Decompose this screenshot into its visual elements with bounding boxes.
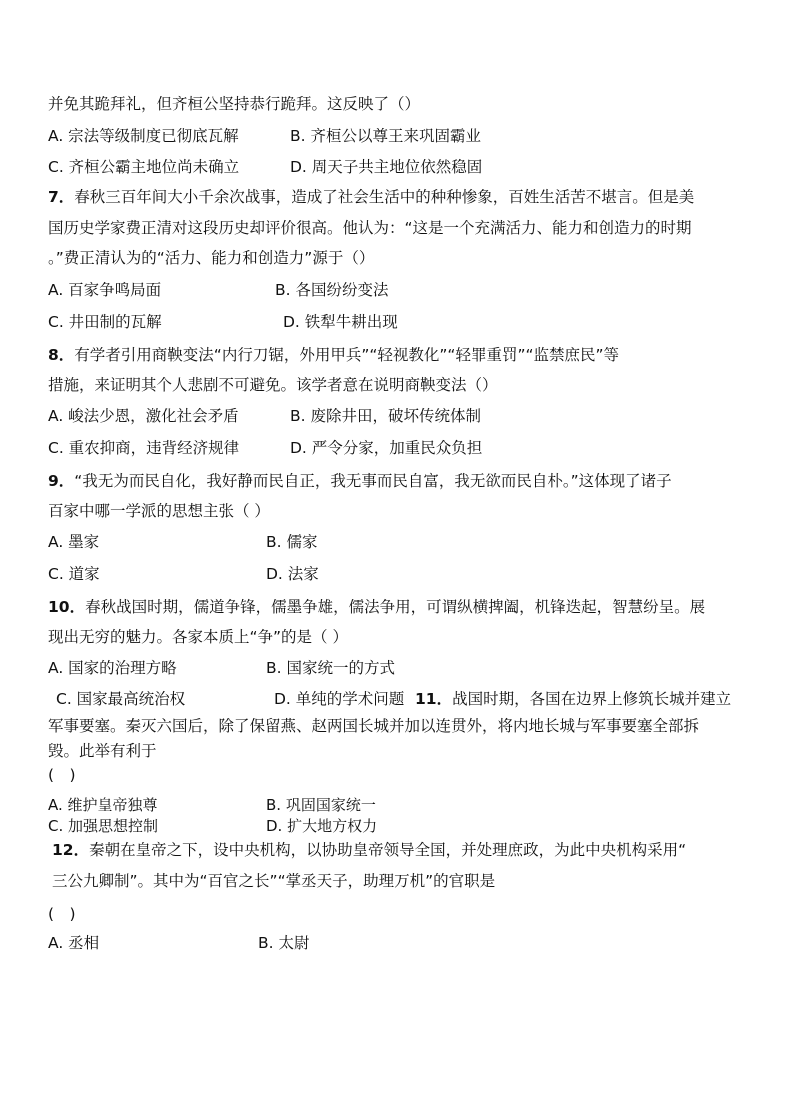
q8-number: 8． — [48, 346, 75, 364]
q6-stem-continuation: 并免其跪拜礼，但齐桓公坚持恭行跪拜。这反映了（） — [48, 95, 421, 113]
q10-stem-line-2: 现出无穷的魅力。各家本质上“争”的是（ ） — [48, 628, 348, 646]
q12-number: 12． — [52, 841, 90, 859]
q8-option-d: D. 严令分家，加重民众负担 — [290, 439, 483, 457]
q12-option-a: A. 丞相 — [48, 934, 100, 952]
q9-option-d: D. 法家 — [266, 565, 319, 583]
q7-option-b: B. 各国纷纷变法 — [275, 281, 389, 299]
q9-option-b: B. 儒家 — [266, 533, 318, 551]
q11-stem-line-1 — [415, 689, 731, 709]
q7-option-a: A. 百家争鸣局面 — [48, 281, 162, 299]
q8-option-c: C. 重农抑商，违背经济规律 — [48, 439, 240, 457]
q11-option-c: C. 加强思想控制 — [48, 817, 159, 835]
q8-option-a: A. 峻法少恩，激化社会矛盾 — [48, 407, 239, 425]
q7-option-c: C. 井田制的瓦解 — [48, 313, 162, 331]
q12-stem-line-1 — [52, 840, 686, 860]
q7-stem-line-3: 。”费正清认为的“活力、能力和创造力”源于（） — [48, 249, 375, 267]
q11-option-d: D. 扩大地方权力 — [266, 817, 378, 835]
q10-option-c: C. 国家最高统治权 — [56, 690, 186, 708]
q11-stem-line-2: 军事要塞。秦灭六国后，除了保留燕、赵两国长城并加以连贯外，将内地长城与军事要塞全部拆 — [48, 717, 700, 735]
q7-stem-line-2: 国历史学家费正清对这段历史却评价很高。他认为：“这是一个充满活力、能力和创造力的时期 — [48, 219, 692, 237]
q10-option-d: D. 单纯的学术问题 — [274, 690, 405, 708]
q12-stem-text-1: 秦朝在皇帝之下，设中央机构，以协助皇帝领导全国，并处理庶政，为此中央机构采用“ — [89, 841, 687, 859]
q8-option-b: B. 废除井田，破坏传统体制 — [290, 407, 481, 425]
q8-stem-line-2: 措施，来证明其个人悲剧不可避免。该学者意在说明商鞅变法（） — [48, 376, 498, 394]
q9-option-c: C. 道家 — [48, 565, 100, 583]
q7-stem-line-1 — [48, 187, 694, 207]
q6-option-b: B. 齐桓公以尊王来巩固霸业 — [290, 127, 481, 145]
q10-option-a: A. 国家的治理方略 — [48, 659, 177, 677]
q7-number: 7． — [48, 188, 75, 206]
q8-stem-line-1 — [48, 345, 619, 365]
q12-answer-paren: ( ) — [48, 905, 76, 923]
q10-number: 10． — [48, 598, 86, 616]
q12-stem-line-2: 三公九卿制”。其中为“百官之长”“掌丞天子，助理万机”的官职是 — [52, 872, 496, 890]
q9-stem-text-1: “我无为而民自化，我好静而民自正，我无事而民自富，我无欲而民自朴。”这体现了诸子 — [74, 472, 672, 490]
q6-option-c: C. 齐桓公霸主地位尚未确立 — [48, 158, 240, 176]
q11-stem-text-1: 战国时期，各国在边界上修筑长城并建立 — [452, 690, 732, 708]
q11-stem-line-3: 毁。此举有利于 — [48, 742, 157, 760]
q12-option-b: B. 太尉 — [258, 934, 310, 952]
q11-answer-paren: ( ) — [48, 766, 76, 784]
q6-option-a: A. 宗法等级制度已彻底瓦解 — [48, 127, 239, 145]
q10-option-b: B. 国家统一的方式 — [266, 659, 395, 677]
q8-stem-text-1: 有学者引用商鞅变法“内行刀锯，外用甲兵”“轻视教化”“轻罪重罚”“监禁庶民”等 — [74, 346, 620, 364]
q9-option-a: A. 墨家 — [48, 533, 100, 551]
q11-number: 11． — [415, 690, 453, 708]
q7-stem-text-1: 春秋三百年间大小千余次战事，造成了社会生活中的种种惨象，百姓生活苦不堪言。但是美 — [74, 188, 695, 206]
q11-option-a: A. 维护皇帝独尊 — [48, 796, 158, 814]
q11-option-b: B. 巩固国家统一 — [266, 796, 376, 814]
q9-stem-line-1 — [48, 471, 672, 491]
q7-option-d: D. 铁犁牛耕出现 — [283, 313, 398, 331]
q6-option-d: D. 周天子共主地位依然稳固 — [290, 158, 483, 176]
q9-number: 9． — [48, 472, 75, 490]
q9-stem-line-2: 百家中哪一学派的思想主张（ ） — [48, 502, 270, 520]
q10-stem-line-1 — [48, 597, 705, 617]
q10-stem-text-1: 春秋战国时期，儒道争锋，儒墨争雄，儒法争用，可谓纵横捭阖，机锋迭起，智慧纷呈。展 — [85, 598, 706, 616]
